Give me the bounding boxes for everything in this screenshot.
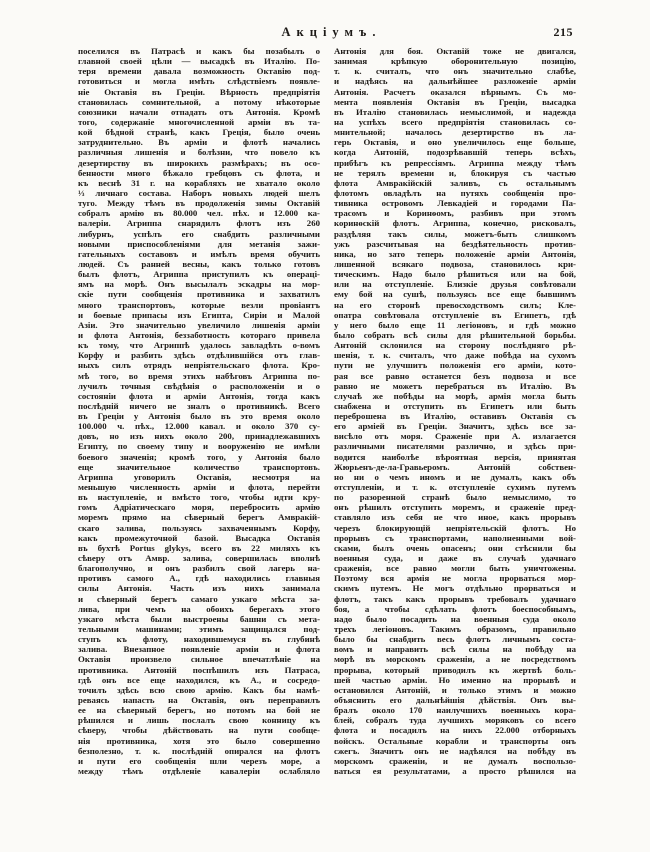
- text-line: ее на сѣверный берегъ, но потомъ на бой не: [78, 705, 320, 716]
- text-line: черезъ блокирующій непріятельскій флотъ. Но: [334, 522, 576, 533]
- text-line: флота Амвракійскій заливъ, съ остальнымъ: [334, 177, 576, 188]
- text-line: было собрать всѣ силы для рѣшительной борьбы.: [334, 329, 576, 340]
- text-line: переброшена въ Италію, оставивъ Октавія съ: [334, 411, 576, 422]
- text-line: того, содержаніе многочисленной арміи въ та-: [78, 116, 320, 127]
- text-line: т. к. считалъ, что онъ значительно слабѣе,: [334, 66, 576, 77]
- text-line: ваться ея результатами, а просто рѣшился на: [334, 765, 576, 776]
- text-line: противника. Антоній поспѣшилъ изъ Патраса,: [78, 664, 320, 675]
- text-line: флотомъ овладѣлъ на путяхъ сообщенія про-: [334, 187, 576, 198]
- text-line: и надѣясь на дальнѣйшее разложеніе арміи: [334, 76, 576, 87]
- text-line: залива. Внезапное появленіе арміи и флота: [78, 644, 320, 655]
- text-line: Агриппа уговорилъ Октавія, несмотря на: [78, 471, 320, 482]
- text-line: шей частью арміи. Но именно на прорывѣ и: [334, 674, 576, 685]
- text-line: Корфу и разбить здѣсь отдѣлившійся отъ глав-: [78, 350, 320, 361]
- text-line: его арміей въ Греціи. Значитъ, здѣсь все за-: [334, 421, 576, 432]
- text-line: состояніи флота и арміи Антонія, тогда какъ: [78, 390, 320, 401]
- text-line: надо было посадить на военныя суда около: [334, 613, 576, 624]
- text-line: или на отступленіе. Близкіе друзья совѣтовали: [334, 279, 576, 290]
- page-number: 215: [553, 25, 573, 39]
- text-line: затруднительно. Въ арміи и флотѣ начались: [78, 137, 320, 148]
- text-line: сжегъ. Значитъ онъ не надѣялся на побѣду въ: [334, 745, 576, 756]
- text-line: моремъ прямо на сѣверный берегъ Амвракій-: [78, 512, 320, 523]
- text-line: и пути его сообщенія шли черезъ море, а: [78, 755, 320, 766]
- text-line: трехъ легіоновъ. Такимъ образомъ, правильно: [334, 624, 576, 635]
- text-line: по разоренной странѣ было немыслимо, то: [334, 492, 576, 503]
- text-line: но ни о чемъ иномъ и не думалъ, какъ объ: [334, 471, 576, 482]
- text-line: раздѣляя такъ силы, можетъ-быть слишкомъ: [334, 228, 576, 239]
- text-line: реваясь напасть на Октавія, онъ переправилъ: [78, 695, 320, 705]
- text-line: Октавія произвело сильное впечатлѣніе на: [78, 654, 320, 665]
- text-line: боя, а чтобы сдѣлать флотъ боеспособнымъ,: [334, 603, 576, 614]
- text-line: мнительной; началось дезертирство въ ла-: [334, 127, 576, 138]
- text-line: военныя суда, и даже въ случаѣ удачнаго: [334, 553, 576, 564]
- text-line: ступъ къ флоту, находившемуся въ глубинѣ: [78, 634, 320, 645]
- text-line: войскъ. Остальные корабли и транспорты онъ: [334, 735, 576, 746]
- text-line: еще значительное количество транспортовъ.: [78, 461, 320, 472]
- text-line: трасомъ и Коринѳомъ, разбивъ при этомъ: [334, 208, 576, 219]
- text-line: Жюрьенъ-де-ла-Гравьеромъ. Антоній собствен-: [334, 461, 576, 472]
- text-line: собралъ армію въ 80.000 чел. пѣх. и 12.000 ка-: [78, 208, 320, 219]
- text-line: ставляло изъ себя не что иное, какъ прорывъ: [334, 512, 576, 523]
- text-line: и сѣверный берегъ самаго узкаго мѣста за-: [78, 593, 320, 604]
- text-line: снабжена и отступить въ Египетъ или быть: [334, 400, 576, 411]
- text-line: вомъ и направить всѣ силы на побѣду на: [334, 644, 576, 655]
- text-line: союзники начали отпадать отъ Антонія. Кромѣ: [78, 106, 320, 117]
- text-line: тическимъ. Надо было рѣшиться или на бой,: [334, 269, 576, 280]
- text-line: прорывъ съ транспортами, наполненными вой-: [334, 532, 576, 543]
- text-line: въ Италію становилась немыслимой, и надежда: [334, 106, 576, 117]
- text-line: пути не улучшитъ положенія его арміи, кото-: [334, 360, 576, 371]
- text-line: шенія, т. к. считалъ, что даже побѣда на сухомъ: [334, 350, 576, 361]
- text-line: гдѣ онъ все еще находился, къ А., и сосредо-: [78, 674, 320, 685]
- text-line: Азіи. Это значительно увеличило лишенія арміи: [78, 319, 320, 330]
- text-line: скимъ путемъ. Не могъ отдѣльно прорваться и: [334, 583, 576, 594]
- text-line: гомъ Адріатическаго моря, перебросить армію: [78, 502, 320, 513]
- text-line: мѣ того, во время этихъ набѣговъ Агриппа по-: [78, 370, 320, 381]
- text-line: бенности много бѣжало гребцовъ съ флота, и: [78, 167, 320, 178]
- text-line: Антоній склонился на сторону послѣдняго рѣ-: [334, 340, 576, 351]
- text-line: готовиться и могла имѣть слѣдствіемъ появле-: [78, 76, 320, 87]
- text-line: скіе пути сообщенія противника и захватилъ: [78, 289, 320, 300]
- text-line: новыми приспособленіями для метанія зажи-: [78, 238, 320, 249]
- text-line: прибѣгъ къ репрессіямъ. Агриппа между тѣмъ: [334, 157, 576, 168]
- right-column: [334, 46, 576, 776]
- text-line: кой бѣдной странѣ, какъ Греція, было очень: [78, 127, 320, 138]
- text-line: флота и посадилъ на нихъ 22.000 отборныхъ: [334, 725, 576, 736]
- left-column: [78, 46, 320, 776]
- text-line: ямъ на морѣ. Онъ высылалъ эскадры на мор-: [78, 279, 320, 290]
- text-line: сѣверу отъ Амвр. залива, совершилась вполнѣ: [78, 553, 320, 564]
- text-line: дезертирству въ широкихъ размѣрахъ; въ осо-: [78, 157, 320, 168]
- text-line: висѣло отъ моря. Сраженіе при А. излагается: [334, 431, 576, 442]
- text-line: боевого значенія; кромѣ того, у Антонія было: [78, 451, 320, 462]
- text-line: различными писателями различно, и здѣсь при-: [334, 441, 576, 452]
- text-line: гательныхъ составовъ и имѣлъ время обучить: [78, 248, 320, 259]
- text-line: либурнъ, успѣлъ его снабдить различными: [78, 228, 320, 239]
- text-line: бралъ около 170 наилучшихъ военныхъ кора-: [334, 705, 576, 716]
- text-line: флотъ, такъ какъ прорывъ требовалъ удачнаго: [334, 593, 576, 604]
- text-line: главной своей цѣли — высадкѣ въ Италію. По-: [78, 56, 320, 67]
- text-line: благополучно, и онъ разбилъ свой лагерь на-: [78, 563, 320, 574]
- text-line: становилась сомнительной, а потому нѣкоторые: [78, 96, 320, 107]
- text-line: ника, но зато теперь положеніе арміи Антонія,: [334, 248, 576, 259]
- text-line: лучилъ точныя свѣдѣнія о расположеніи и о: [78, 380, 320, 391]
- text-line: въ Греціи у Антонія было въ это время около: [78, 411, 320, 422]
- text-line: послѣдній ничего не зналъ о противникѣ. Всего: [78, 400, 320, 411]
- text-line: и флота Антонія, беззаботность котораго привела: [78, 329, 320, 340]
- text-line: къ тому, что Агриппѣ удалось завладѣть о-вомъ: [78, 340, 320, 351]
- text-line: не терялъ времени и, блокируя съ частью: [334, 167, 576, 178]
- text-line: когда Антоній, подозрѣвавшій теперь всѣхъ,: [334, 147, 576, 158]
- text-line: туго. Между тѣмъ въ продолженія зимы Октавій: [78, 198, 320, 209]
- text-line: объяснить его дальнѣйшія дѣйствія. Онъ вы-: [334, 695, 576, 705]
- text-line: и боевые припасы изъ Египта, Сиріи и Малой: [78, 309, 320, 320]
- text-line: морѣ въ морскомъ сраженіи, а не посредствомъ: [334, 654, 576, 665]
- text-line: занимая крѣпкую оборонительную позицію,: [334, 56, 576, 67]
- text-line: Антонія для боя. Октавій тоже не двигался,: [334, 46, 576, 56]
- text-line: коринѳскій флотъ. Агриппа, конечно, рисковалъ,: [334, 218, 576, 229]
- text-line: валеріи. Агриппа снарядилъ флотъ изъ 260: [78, 218, 320, 229]
- text-line: мента появленія Октавія въ Греціи, высадка: [334, 96, 576, 107]
- text-line: людей. Съ ранней весны, какъ только готовъ: [78, 258, 320, 269]
- text-line: ⅓ личнаго состава. Наборъ новыхъ людей шелъ: [78, 187, 320, 198]
- text-line: между тѣмъ отдѣленіе кавалеріи ослабляло: [78, 765, 320, 776]
- text-line: въ бухтѣ Portus glykys, всего въ 22 миляхъ къ: [78, 542, 320, 553]
- text-line: сраженія, все равно могли быть уничтожены.: [334, 563, 576, 574]
- text-line: тивника островомъ Левкадіей и городами Па-: [334, 198, 576, 209]
- text-line: узкаго мѣста были выстроены башни съ мета-: [78, 613, 320, 624]
- text-line: ему бой на сушѣ, пользуясь все еще бывшимъ: [334, 289, 576, 300]
- text-line: поселился въ Патрасѣ и какъ бы позабылъ о: [78, 46, 320, 56]
- text-line: теря времени давала возможность Октавію под-: [78, 66, 320, 77]
- text-line: въ наступленіе, и вмѣсто того, чтобы идти кру-: [78, 492, 320, 503]
- text-line: ужъ разсчитывая на бездѣятельность против-: [334, 238, 576, 249]
- text-line: противъ самого А., гдѣ находились главныя: [78, 573, 320, 584]
- text-line: довъ, но изъ нихъ около 200, принадлежавшихъ: [78, 431, 320, 442]
- text-line: ніе Октавія въ Греціи. Вѣрность предпріятія: [78, 86, 320, 97]
- text-line: безполезно, т. к. послѣдній опирался на флотъ: [78, 745, 320, 756]
- text-line: много транспортовъ, которые везли провіантъ: [78, 299, 320, 310]
- text-line: отступленіи, и т. к. отступленіе сухимъ путемъ: [334, 482, 576, 493]
- text-line: ныхъ силъ отрядъ непріятельскаго флота. Кро-: [78, 360, 320, 371]
- text-line: точилъ здѣсь всю свою армію. Какъ бы намѣ-: [78, 684, 320, 695]
- text-line: на успѣхъ всего предпріятія становилась со-: [334, 116, 576, 127]
- text-line: Поэтому вся армія не могла прорваться мор-: [334, 573, 576, 584]
- text-line: различныя лишенія и болѣзни, что повело къ: [78, 147, 320, 158]
- text-line: рая все равно останется безъ подвоза и все: [334, 370, 576, 381]
- text-line: у него было еще 11 легіоновъ, и гдѣ можно: [334, 319, 576, 330]
- text-line: равно не можетъ перебраться въ Италію. Въ: [334, 380, 576, 391]
- text-columns: [78, 46, 576, 776]
- text-line: сками, былъ очень опасенъ; они стѣснили бы: [334, 542, 576, 553]
- text-line: блей, собралъ туда лучшихъ моряковъ со всего: [334, 715, 576, 726]
- text-line: опатра совѣтовала отступленіе въ Египетъ, гдѣ: [334, 309, 576, 320]
- text-line: водится наиболѣе вѣроятная версія, принятая: [334, 451, 576, 462]
- running-head-title: Акціумъ.: [281, 25, 382, 39]
- text-line: тельными машинами; этимъ защищался под-: [78, 624, 320, 635]
- text-line: лива, при чемъ на обоихъ берегахъ этого: [78, 603, 320, 614]
- text-line: остановился Антоній, и только этимъ и можно: [334, 684, 576, 695]
- text-line: силы Антонія. Часть изъ нихъ занимала: [78, 583, 320, 594]
- text-line: морскомъ сраженіи, и не думалъ воспользо-: [334, 755, 576, 766]
- text-line: сѣверу, чтобы дѣйствовать на пути сообще-: [78, 725, 320, 736]
- text-line: на его сторонѣ превосходствомъ силъ; Кле-: [334, 299, 576, 310]
- text-line: рѣшился и лишь послалъ свою конницу къ: [78, 715, 320, 726]
- text-line: Египту, по своему типу и вооруженію не имѣли: [78, 441, 320, 452]
- text-line: герь Октавія, и оно увеличилось еще больше,: [334, 137, 576, 148]
- text-line: случаѣ же побѣды на морѣ, армія могла быть: [334, 390, 576, 401]
- text-line: было бы снабдить весь флотъ личнымъ соста-: [334, 634, 576, 645]
- text-line: былъ флотъ, Агриппа приступилъ къ операці-: [78, 269, 320, 280]
- text-line: нія противника, хотя это было совершенно: [78, 735, 320, 746]
- text-line: меньшую численность арміи и флота, перейти: [78, 482, 320, 493]
- text-line: скаго залива, пользуясь захваченнымъ Корфу,: [78, 522, 320, 533]
- text-line: онъ рѣшилъ отступить моремъ, и сраженіе пред-: [334, 502, 576, 513]
- text-line: Антонія. Расчетъ оказался вѣрнымъ. Съ мо-: [334, 86, 576, 97]
- text-line: къ веснѣ 31 г. на корабляхъ не хватало около: [78, 177, 320, 188]
- text-line: какъ промежуточной базой. Высадка Октавія: [78, 532, 320, 543]
- text-line: прорыва, который приводилъ къ жертвѣ боль-: [334, 664, 576, 675]
- text-line: лишенной всякаго подвоза, становилось кри-: [334, 258, 576, 269]
- text-line: 100.000 ч. пѣх., 12.000 кавал. и около 370 су-: [78, 421, 320, 432]
